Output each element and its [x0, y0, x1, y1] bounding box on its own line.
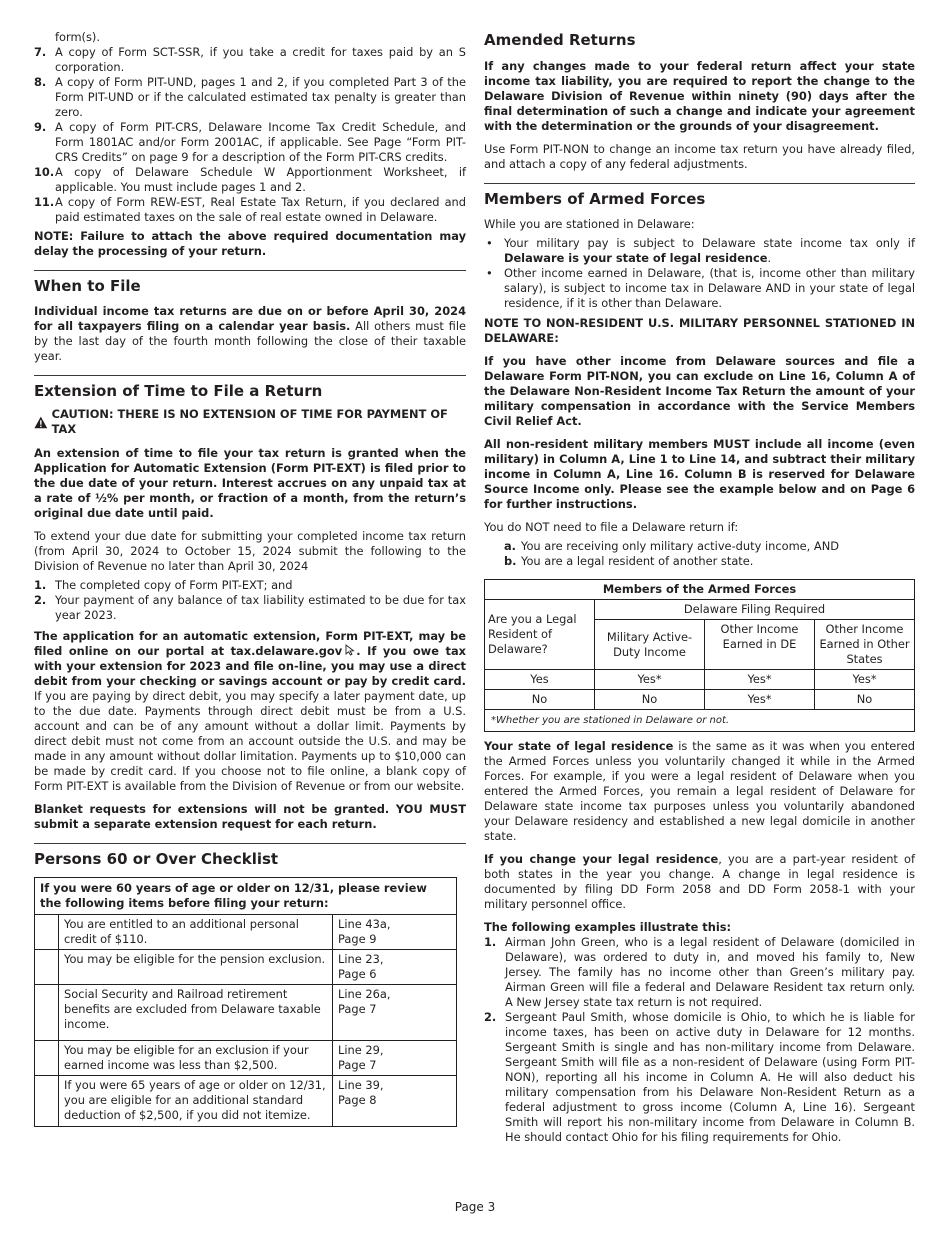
legal-resident-header: Are you a Legal Resident of Delaware? [485, 600, 595, 670]
checklist-item-ref: Line 26a, Page 7 [333, 985, 457, 1041]
list-item: a. You are receiving only military active-duty income, AND [504, 539, 839, 553]
list-item: • Other income earned in Delaware, (that is, income other than military salary), is subject to income tax in Delaware AND in your state of legal residence, if it is other than Delaware. [486, 266, 915, 310]
list-item: 2. Sergeant Paul Smith, whose domicile is Ohio, to which he is liable for income taxes, has been on active duty in Delaware for 12 months. Sergeant Smith is single and has non-military income from Delaware. Sergeant Smith will file as a non-resident of Delaware (using Form PIT-NON), reporting all his income in Column A. He will also deduct his military compensation from his Delaware Non-Resident Return as a federal adjustment to gross income (Column A, Line 16). Sergeant Smith will report his non-military income from Delaware in Column B. He should contact Ohio for his filing requirements for Ohio. [484, 1010, 915, 1144]
table-cell: No [485, 690, 595, 710]
table-cell: Yes* [815, 670, 915, 690]
right-column [484, 30, 915, 1145]
table-row [35, 1076, 457, 1127]
checklist-item-ref: Line 39, Page 8 [333, 1076, 457, 1127]
required-documents-list [34, 45, 466, 225]
filing-required-header: Delaware Filing Required [595, 600, 915, 620]
list-item: 2. Your payment of any balance of tax liability estimated to be due for tax year 2023. [34, 593, 466, 622]
armed-forces-heading: Members of Armed Forces [484, 190, 706, 208]
table-cell: Yes* [705, 670, 815, 690]
extension-items-list [34, 578, 466, 623]
examples-heading: The following examples illustrate this: [484, 920, 732, 934]
table-row [35, 1041, 457, 1076]
extension-instructions: To extend your due date for submitting your completed income tax return (from April 30, 2024 to October 15, 2024 submit the following to the Division of Revenue no later than April 30, 2024 [34, 529, 466, 573]
table-row [35, 950, 457, 985]
column-header: Other Income Earned in Other States [815, 620, 915, 670]
checklist-item-text: You may be eligible for the pension exclusion. [59, 950, 333, 985]
column-header: Military Active-Duty Income [595, 620, 705, 670]
conditions-list [484, 539, 915, 569]
checklist-header: If you were 60 years of age or older on 12/31, please review the following items before filing your return: [35, 878, 457, 915]
checkbox[interactable] [35, 1041, 59, 1076]
all-non-resident-text: All non-resident military members MUST include all income (even military) in Column A, Line 1 to Line 14, and subtract their military income in Column A, Line 16. Column B is reserved for Delaware Source Income only. Please see the example below and on Page 6 for further instructions. [484, 437, 915, 511]
checklist-item-text: You may be eligible for an exclusion if your earned income was less than $2,500. [59, 1041, 333, 1076]
amended-returns-heading: Amended Returns [484, 31, 636, 49]
cursor-icon [345, 644, 356, 656]
extension-heading: Extension of Time to File a Return [34, 382, 323, 400]
checklist-item-ref: Line 23, Page 6 [333, 950, 457, 985]
extension-bold-text: An extension of time to file your tax return is granted when the Application for Automatic Extension (Form PIT-EXT) is filed prior to the due date of your return. Interest accrues on any unpaid tax at a rate of ½% per month, or fraction of a month, from the return’s original due date until paid. [34, 446, 466, 520]
armed-forces-bullets [484, 236, 915, 311]
left-column [34, 30, 466, 1127]
warning-icon [34, 416, 48, 429]
section-divider [34, 270, 466, 271]
list-item: 1. The completed copy of Form PIT-EXT; and [34, 578, 293, 592]
table-row [35, 985, 457, 1041]
armed-forces-intro: While you are stationed in Delaware: [484, 217, 695, 231]
list-item: 8. A copy of Form PIT-UND, pages 1 and 2, if you completed Part 3 of the Form PIT-UND or if the calculated estimated tax penalty is greater than zero. [34, 75, 466, 119]
amended-bold-text: If any changes made to your federal return affect your state income tax liability, you are required to report the change to the Delaware Division of Revenue within ninety (90) days after the final determination of such a change and indicate your agreement with the determination or the grounds of your disagreement. [484, 59, 915, 133]
when-to-file-heading: When to File [34, 277, 141, 295]
list-item: 11. A copy of Form REW-EST, Real Estate Tax Return, if you declared and paid estimated taxes on the sale of real estate owned in Delaware. [34, 195, 466, 224]
table-cell: Yes* [705, 690, 815, 710]
checklist-item-text: If you were 65 years of age or older on 12/31, you are eligible for an additional standard deduction of $2,500, if you did not itemize. [59, 1076, 333, 1127]
list-item: 9. A copy of Form PIT-CRS, Delaware Income Tax Credit Schedule, and Form 1801AC and/or Form 2001AC, if applicable. See Page “Form PIT-CRS Credits” on page 9 for a description of the Form PIT-CRS credits. [34, 120, 466, 164]
not-need-to-file-text: You do NOT need to file a Delaware return if: [484, 520, 739, 534]
table-cell: Yes [485, 670, 595, 690]
section-divider [484, 183, 915, 184]
list-item: 7. A copy of Form SCT-SSR, if you take a credit for taxes paid by an S corporation. [34, 45, 466, 74]
non-resident-note: NOTE TO NON-RESIDENT U.S. MILITARY PERSONNEL STATIONED IN DELAWARE: [484, 316, 915, 345]
checklist-item-text: Social Security and Railroad retirement benefits are excluded from Delaware taxable income. [59, 985, 333, 1041]
when-to-file-text: Individual income tax returns are due on or before April 30, 2024 for all taxpayers filing on a calendar year basis. All others must file by the last day of the fourth month following the close of their taxable year. [34, 304, 466, 363]
list-item: 1. Airman John Green, who is a legal resident of Delaware (domiciled in Delaware), was ordered to duty in, and moved his family to, New Jersey. The family has no income other than Green’s military pay. Airman Green will file a federal and Delaware Resident tax return only. A New Jersey state tax return is not required. [484, 935, 915, 1009]
table-row [485, 670, 915, 690]
continued-text: form(s). [55, 30, 101, 44]
amended-text: Use Form PIT-NON to change an income tax return you have already filed, and attach a copy of any federal adjustments. [484, 142, 915, 171]
other-income-text: If you have other income from Delaware sources and file a Delaware Form PIT-NON, you can exclude on Line 16, Column A of the Delaware Non-Resident Income Tax Return the amount of your military compensation in accordance with the Service Members Civil Relief Act. [484, 354, 915, 428]
armed-forces-table [484, 579, 915, 732]
checklist-item-ref: Line 29, Page 7 [333, 1041, 457, 1076]
checkbox[interactable] [35, 1076, 59, 1127]
list-item: • Your military pay is subject to Delaware state income tax only if Delaware is your state of legal residence. [486, 236, 915, 265]
table-cell: Yes* [595, 670, 705, 690]
table-row [485, 690, 915, 710]
online-filing-text: The application for an automatic extension, Form PIT-EXT, may be filed online on our portal at tax.delaware.gov . If you owe tax with your extension for 2023 and file on-line, you may use a direct debit from your checking or savings account or pay by credit card. If you are paying by direct debit, you may specify a later payment date, up to the due date. Payments through direct debit must be from a U.S. account and can be of any amount without a dollar limit. Payments by direct debit must not come from an account outside the U.S. and may be made in any amount without dollar limitation. Payments up to $10,000 can be made by credit card. If you choose not to file online, a blank copy of Form PIT-EXT is available from the Division of Revenue or from our website. [34, 629, 466, 793]
table-footnote: *Whether you are stationed in Delaware or not. [485, 710, 915, 732]
table-row [35, 915, 457, 950]
legal-residence-text: Your state of legal residence is the same as it was when you entered the Armed Forces unless you voluntarily changed it while in the Armed Forces. For example, if you were a legal resident of Delaware when you entered the Armed Forces, you remain a legal resident of Delaware for Delaware state income tax purposes unless you voluntarily abandoned your Delaware residency and established a new legal domicile in another state. [484, 739, 915, 843]
checkbox[interactable] [35, 985, 59, 1041]
persons-60-heading: Persons 60 or Over Checklist [34, 850, 279, 868]
list-item: b. You are a legal resident of another state. [504, 554, 754, 568]
table-cell: No [595, 690, 705, 710]
examples-list [484, 935, 915, 1145]
table-title: Members of the Armed Forces [485, 580, 915, 600]
column-header: Other Income Earned in DE [705, 620, 815, 670]
page-number: Page 3 [454, 1200, 496, 1214]
change-residence-text: If you change your legal residence, you are a part-year resident of both states in the year you change. A change in legal residence is documented by filing DD Form 2058 and DD Form 2058-1 with your military personnel office. [484, 852, 915, 911]
checkbox[interactable] [35, 950, 59, 985]
checklist-item-text: You are entitled to an additional personal credit of $110. [59, 915, 333, 950]
checklist-table [34, 877, 457, 1127]
section-divider [34, 375, 466, 376]
checklist-item-ref: Line 43a, Page 9 [333, 915, 457, 950]
table-cell: No [815, 690, 915, 710]
caution-banner: CAUTION: THERE IS NO EXTENSION OF TIME FOR PAYMENT OF TAX [34, 407, 466, 437]
section-divider [34, 843, 466, 844]
checkbox[interactable] [35, 915, 59, 950]
documentation-note: NOTE: Failure to attach the above required documentation may delay the processing of your return. [34, 229, 466, 258]
list-item: 10. A copy of Delaware Schedule W Apportionment Worksheet, if applicable. You must include pages 1 and 2. [34, 165, 466, 194]
blanket-requests-text: Blanket requests for extensions will not be granted. YOU MUST submit a separate extension request for each return. [34, 802, 466, 831]
